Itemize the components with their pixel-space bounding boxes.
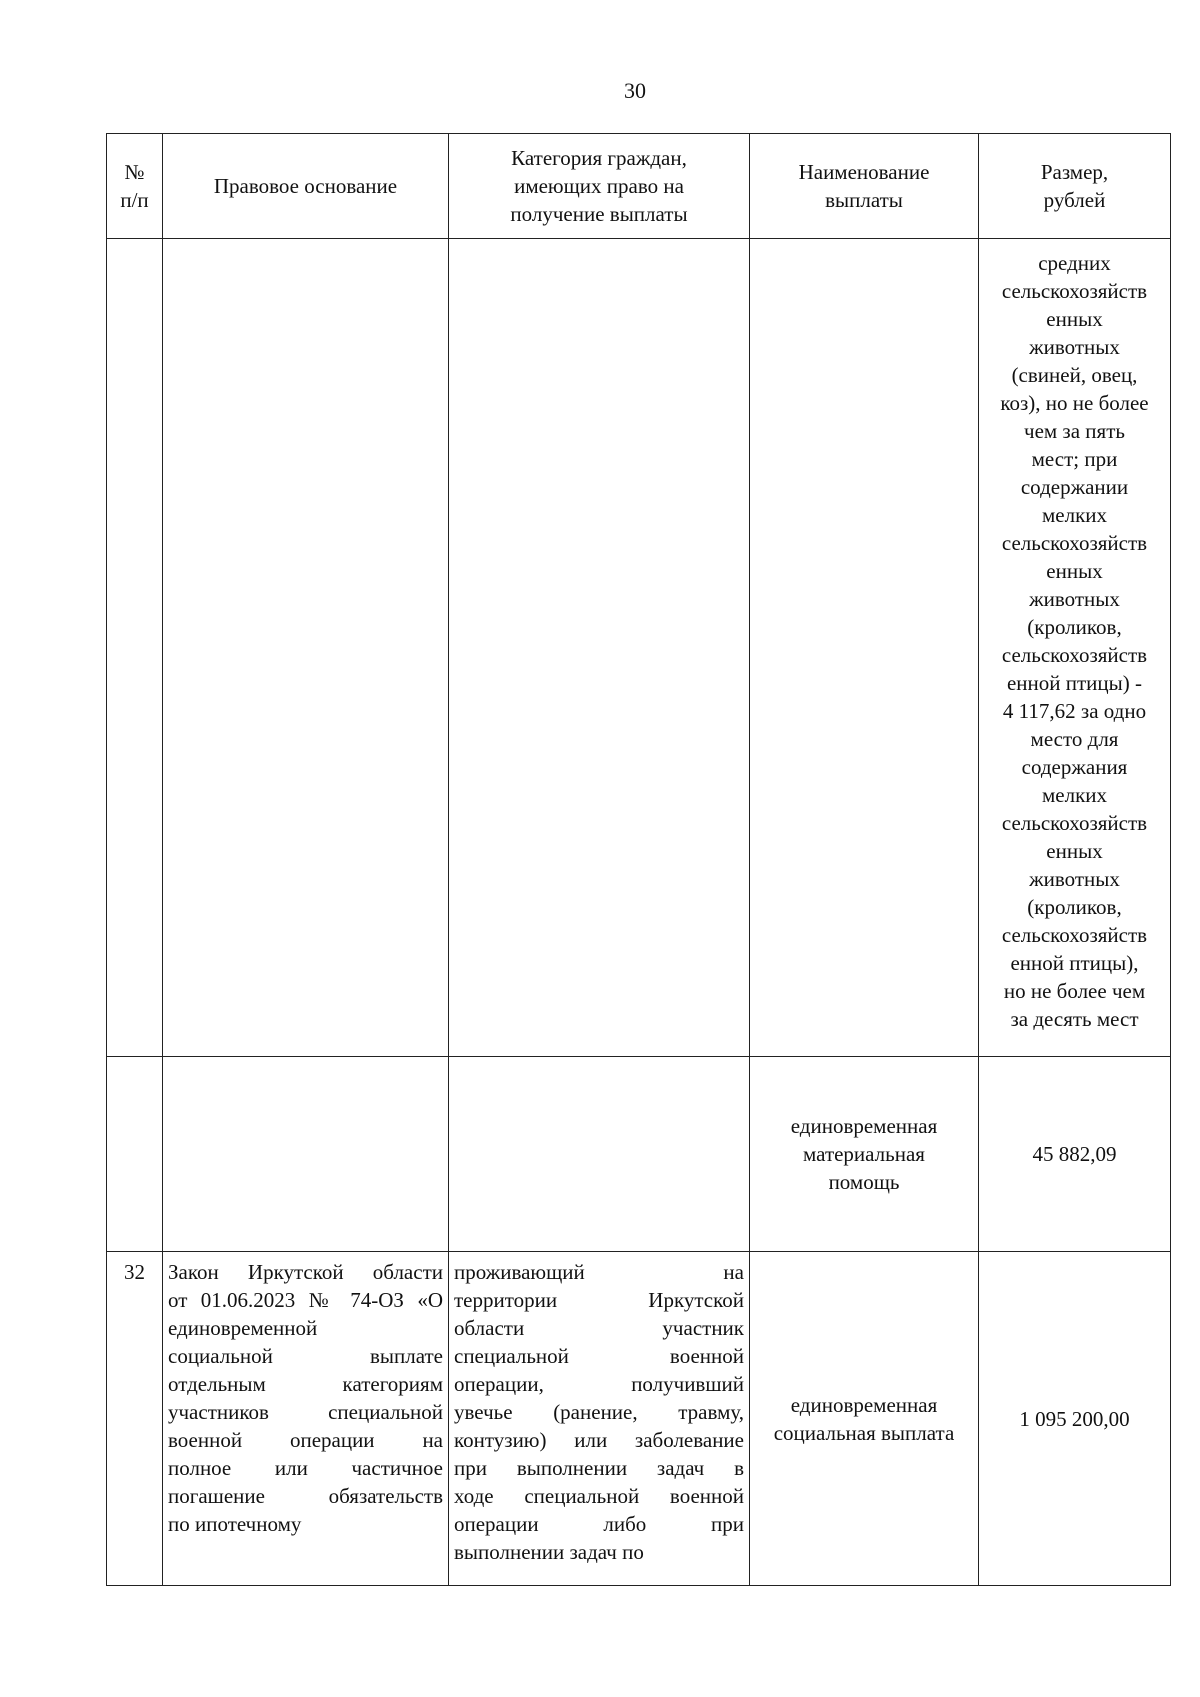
cell-text-line: содержания (1021, 755, 1128, 779)
cell-text-line: военной операции на (168, 1428, 443, 1452)
cell-amount: 1 095 200,00 (979, 1252, 1171, 1586)
cell-num (107, 239, 163, 1057)
cell-num: 32 (107, 1252, 163, 1586)
cell-num (107, 1057, 163, 1252)
cell-text-line: мест; при (1031, 447, 1118, 471)
cell-text-line: погашение обязательств (168, 1484, 443, 1508)
table-row (107, 1057, 1171, 1252)
cell-text-line: отдельным категориям (168, 1372, 443, 1396)
cell-text-line: участников специальной (168, 1400, 443, 1424)
cell-text-line: сельскохозяйств (1001, 279, 1148, 303)
cell-text-line: енной птицы) - (1006, 671, 1143, 695)
header-category (449, 134, 750, 239)
cell-text-line: енных (1046, 559, 1103, 583)
cell-text-line: Наименование (798, 160, 930, 184)
cell-text-line: за десять мест (1010, 1007, 1139, 1031)
cell-text-line: по ипотечному (168, 1512, 302, 1536)
cell-text-line: мелких (1041, 503, 1108, 527)
cell-text-line: от 01.06.2023 № 74-ОЗ «О (168, 1288, 443, 1312)
table-header-row (107, 134, 1171, 239)
cell-category (449, 239, 750, 1057)
cell-legal-basis (163, 1057, 449, 1252)
cell-text-line: территории Иркутской (454, 1288, 744, 1312)
cell-text-line: операции либо при (454, 1512, 744, 1536)
cell-text-line: средних (1038, 251, 1111, 275)
cell-text-line: енных (1046, 839, 1103, 863)
cell-text-line: ходе специальной военной (454, 1484, 744, 1508)
cell-text-line: получение выплаты (510, 202, 688, 226)
table-row (107, 239, 1171, 1057)
cell-text-line: Категория граждан, (511, 146, 687, 170)
payments-table (106, 133, 1171, 1586)
cell-text-line: единовременной (168, 1316, 318, 1340)
cell-amount: 45 882,09 (979, 1057, 1171, 1252)
cell-text-line: сельскохозяйств (1001, 811, 1148, 835)
cell-text-line: сельскохозяйств (1001, 923, 1148, 947)
cell-text-line: социальная выплата (773, 1420, 955, 1445)
cell-text-line: животных (1029, 867, 1120, 891)
cell-text-line: Правовое основание (213, 174, 398, 198)
cell-text-line: животных (1029, 335, 1120, 359)
cell-text-line: материальная (803, 1142, 925, 1166)
cell-text-line: (кроликов, (1027, 615, 1122, 639)
cell-text-line: контузию) или заболевание (454, 1428, 744, 1452)
cell-text-line: выплаты (825, 188, 903, 212)
cell-text-line: 4 117,62 за одно (1002, 699, 1147, 723)
cell-text-line: № (124, 160, 145, 184)
cell-text-line: чем за пять (1024, 419, 1125, 443)
cell-text-line: единовременная (790, 1114, 938, 1138)
cell-text-line: единовременная (790, 1392, 938, 1417)
header-num (107, 134, 163, 239)
cell-amount (979, 239, 1171, 1057)
header-legal-basis (163, 134, 449, 239)
cell-text-line: (кроликов, (1027, 895, 1122, 919)
cell-text-line: имеющих право на (514, 174, 684, 198)
cell-text-line: животных (1029, 587, 1120, 611)
cell-text-line: операции, получивший (454, 1372, 744, 1396)
cell-text-line: сельскохозяйств (1001, 531, 1148, 555)
table-row (107, 1252, 1171, 1586)
cell-text-line: енной птицы), (1010, 951, 1139, 975)
cell-text-line: п/п (120, 188, 149, 212)
page-number: 30 (624, 78, 646, 103)
header-payment-name (750, 134, 979, 239)
cell-text-line: сельскохозяйств (1001, 643, 1148, 667)
cell-text-line: Размер, (1040, 160, 1109, 184)
cell-text-line: при выполнении задач в (454, 1456, 744, 1480)
cell-category (449, 1252, 750, 1586)
cell-text-line: место для (1030, 727, 1119, 751)
cell-category (449, 1057, 750, 1252)
cell-text-line: увечье (ранение, травму, (454, 1400, 744, 1424)
cell-text-line: полное или частичное (168, 1456, 443, 1480)
cell-text-line: содержании (1020, 475, 1129, 499)
cell-text-line: проживающий на (454, 1260, 744, 1284)
cell-payment-name (750, 1252, 979, 1586)
cell-text-line: области участник (454, 1316, 744, 1340)
cell-payment-name (750, 239, 979, 1057)
cell-text-line: специальной военной (454, 1344, 744, 1368)
cell-legal-basis (163, 1252, 449, 1586)
cell-legal-basis (163, 239, 449, 1057)
cell-text-line: но не более чем (1003, 979, 1146, 1003)
cell-text-line: выполнении задач по (454, 1540, 644, 1564)
cell-text-line: социальной выплате (168, 1344, 443, 1368)
cell-text-line: енных (1046, 307, 1103, 331)
cell-text-line: мелких (1041, 783, 1108, 807)
cell-payment-name (750, 1057, 979, 1252)
header-amount (979, 134, 1171, 239)
cell-text-line: (свиней, овец, (1011, 363, 1138, 387)
cell-text-line: рублей (1043, 188, 1106, 212)
cell-text-line: помощь (828, 1170, 900, 1194)
cell-text-line: Закон Иркутской области (168, 1260, 443, 1284)
cell-text-line: коз), но не более (1000, 391, 1149, 415)
